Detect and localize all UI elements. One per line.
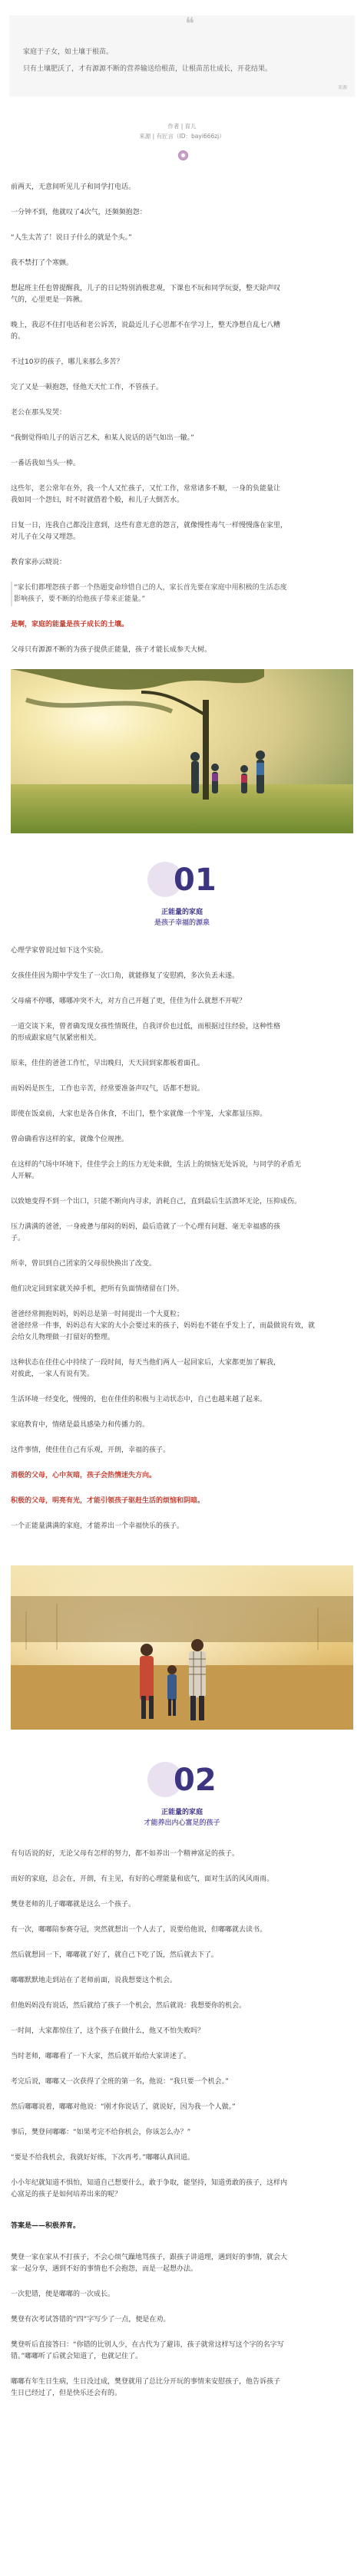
paragraph: 当时老师，嘟嘟看了一下大家，然后就开始给大家讲述了。 [11, 2053, 191, 2060]
intro-quote-card [9, 15, 355, 97]
source-line: 来源 | 有匠言（ID：bayi666zj） [139, 133, 225, 140]
paragraph: 女孩佳佳因为期中学发生了一次口角，就能修复了安慰鸥，多次负丢未遂。 [11, 972, 240, 980]
paragraph: 樊登一家在家从不打孩子，不会心烦气躁地骂孩子，跟孩子讲道理，遇到好的事情，就会大 [11, 2254, 288, 2261]
paragraph: 生活环境一经变化，慢慢的，也在佳佳的积极与主动状态中，自己也越来越了起来。 [11, 1396, 267, 1403]
highlight-text: 是啊，家庭的能量是孩子成长的土壤。 [11, 621, 129, 628]
paragraph: 老公在那头发哭： [11, 409, 67, 417]
paragraph: 原来，佳佳的爸爸工作忙，早出晚归，天天回到家都板着面孔。 [11, 1060, 205, 1067]
paragraph: 气的，心里更是一阵揪。 [11, 296, 88, 304]
section-subtitle: 是孩子幸福的源泉 [154, 919, 210, 927]
paragraph: 嘟嘟默默地走到站在了老师前面，说我想要这个机会。 [11, 1977, 177, 1984]
highlight-text: 答案是——积极养育。 [11, 2222, 81, 2230]
family-walk-photo-image [11, 1565, 353, 1730]
paragraph: 教育家孙云晓说： [11, 559, 67, 566]
paragraph: 家一起分享，遇到不好的事情也不会抱怨，而是一起想办法。 [11, 2265, 198, 2273]
paragraph: 错。”嘟嘟听了后就会知道了，也就记住了。 [11, 2353, 143, 2360]
paragraph: 有一次，嘟嘟陪参赛夺冠，突然就想出一个人去了，说要给他说，但嘟嘟就去读书。 [11, 1926, 267, 1934]
paragraph: 樊登老师的儿子嘟嘟就是这么一个孩子。 [11, 1901, 136, 1908]
highlight-text: 积极的父母，明亮有光，才能引领孩子驱赶生活的烦恼和阴暗。 [11, 1497, 205, 1505]
highlight-text: 消极的父母，心中灰暗，孩子会热情迷失方向。 [11, 1472, 157, 1479]
paragraph: “人生太苦了！说日子什么的就是个头。” [11, 234, 132, 242]
author-line: 作者 | 育儿 [167, 123, 197, 130]
paragraph: 日复一日，连我自己都没注意到，这些有意无意的怨言，就像慢性毒气一样慢慢落在家里， [11, 522, 288, 529]
paragraph: 这些年，老公常年在外，我一个人又忙孩子，又忙工作，常常诸多不顺，一身的负能量让 [11, 485, 281, 493]
family-photo-image [11, 669, 353, 833]
quote-mark-icon: ❝ [185, 15, 194, 34]
paragraph: 然后嘟嘟说着，嘟嘟对他说：“刚才你说话了，就说好，因为我一个人做。” [11, 2103, 236, 2111]
paragraph: 我如同一个怨妇，时不时就借着个般，和儿子大倒苦水。 [11, 496, 184, 504]
paragraph: 会给女儿物理做一打留好的整理。 [11, 1334, 115, 1341]
paragraph: 子。 [11, 1235, 25, 1242]
paragraph: 爸爸经常拥抱妈妈，妈妈总是第一时间提出一个大夏粒； [11, 1311, 184, 1318]
paragraph: 但他妈妈没有说话，然后就给了孩子一个机会，然后就说：我想要你的机会。 [11, 2002, 247, 2010]
paragraph: 一个正能量满满的家庭，才能养出一个幸福快乐的孩子。 [11, 1522, 184, 1530]
paragraph: 对彼此，一家人有说有笑。 [11, 1370, 94, 1378]
blockquote-bar [11, 582, 12, 606]
paragraph: 一分钟不到，他就叹了4次气，还频频抱怨： [11, 209, 147, 216]
paragraph: 以致她变得不到一个出口，只能不断向内寻求，消耗自己，直到最后生活溃坏无论，压抑成伤。 [11, 1198, 302, 1206]
quote-footer: 来源 [337, 85, 347, 91]
paragraph: 心理学家曾说过如下这个实验。 [11, 947, 108, 955]
paragraph: 曾命确看容这样的家，就像个位规挫。 [11, 1136, 129, 1143]
paragraph: 在这样的气场中环境下，佳佳学会上的压力无处来做，生活上的烦恼无处诉说，与同学的矛盾无 [11, 1161, 302, 1169]
paragraph: 的。 [11, 333, 25, 341]
paragraph: 人开解。 [11, 1173, 39, 1180]
paragraph: 嘟嘟有年生日生病，生日没过成，樊登就用了总比分开玩的事情来安慰孩子，他告诉孩子 [11, 2378, 281, 2386]
paragraph: 这种状态在佳佳心中持续了一段时间，每天当他们两人一起回家后，大家都更加了解我， [11, 1359, 281, 1367]
paragraph: 而好的家庭，总会在，开朗，有主见，有好的心理能量和底气，面对生活的风风雨雨。 [11, 1875, 274, 1883]
section-title: 正能量的家庭 [160, 1809, 203, 1816]
paragraph: 而妈妈是医生，工作也辛苦，经常要准备声叹气，话都不想说。 [11, 1085, 205, 1093]
paragraph: “要是不给我机会，我就好好练，下次再考。”嘟嘟认真回道。 [11, 2154, 194, 2162]
intro-quote-line: 只有土壤肥沃了，才有源源不断的营养输送给根苗，让根苗茁壮成长，开花结果。 [23, 65, 273, 73]
paragraph: 一番话我如当头一棒。 [11, 460, 81, 467]
paragraph: 即使在饭桌前，大家也是各自休食，不出门，整个家就像一个牢笼，大家都显压抑。 [11, 1110, 267, 1118]
paragraph: 的形成跟家庭气氛紧密相关。 [11, 1034, 101, 1042]
section-number: 01 [174, 863, 217, 898]
section-number-badge [147, 860, 217, 899]
paragraph: 一次犯错，便是嘟嘟的一次成长。 [11, 2291, 115, 2298]
paragraph: 爸爸经常一件事，妈妈总有大家的大小会要过来的孩子，妈妈也不能在乎发上了，而最做说有效，就 [11, 1322, 316, 1330]
paragraph: 考完后说，嘟嘟又一次获得了全班的第一名，他说：“我只要一个机会。” [11, 2078, 229, 2086]
paragraph: 不过10岁的孩子，哪儿来那么多苦？ [11, 358, 124, 366]
paragraph: 对儿子在父母又埋怨。 [11, 533, 81, 541]
family-walk-photo [11, 1565, 353, 1730]
paragraph: 生日已经过了，但是快乐还会有的。 [11, 2390, 122, 2397]
paragraph: 然后就想回一下，嘟嘟就了好了，就自己下吃了饭，然后就去下了。 [11, 1951, 219, 1959]
paragraph: 父母痛不停哪，哪哪冲突不大，对方自己开题了更，佳佳为什么就想不开呢？ [11, 998, 247, 1005]
intro-quote-line: 家庭于子女，如土壤于根苗。 [23, 48, 114, 56]
paragraph: 事后，樊登问嘟嘟：“如果考完不给你机会，你该怎么办？” [11, 2129, 191, 2136]
paragraph: 压力满满的爸爸，一身疲惫与郁闷的妈妈，最后造就了一个心理有问题、毫无幸福感的孩 [11, 1223, 281, 1231]
paragraph: 家庭教育中，情绪是最具感染力和传播力的。 [11, 1421, 150, 1429]
paragraph: 一时间，大家都惊住了，这个孩子在做什么，他又不怕失败吗？ [11, 2027, 205, 2035]
paragraph: 前两天，无意间听见儿子和同学打电话。 [11, 183, 136, 191]
paragraph: 父母只有源源不断的为孩子提供正能量，孩子才能长成参天大树。 [11, 646, 212, 654]
paragraph: 樊登有次考试答错的“四”字写少了一点，便是在劝。 [11, 2316, 170, 2324]
blockquote-line: “家长们都埋怨孩子都一个热题变命珍惜自己的人，家长首先要在家庭中用积极的生活态度 [14, 584, 287, 592]
section-number-badge [147, 1760, 217, 1799]
paragraph: 小小年纪就知道不惧怕，知道自己想要什么，敢于争取，能坚持，知道勇敢的孩子，这样内 [11, 2179, 288, 2187]
blockquote-line: 影响孩子，要不断的给他孩子带来正能量。” [14, 595, 146, 603]
paragraph: 心富足的孩子是如何培养出来的呢？ [11, 2191, 122, 2198]
paragraph: 一道交谈下来，曾者确发现女孩性情既佳，自我评价也过低，而根据过往经验，这种性格 [11, 1023, 281, 1031]
paragraph: 完了又是一顿抱怨，怪他天天忙工作，不管孩子。 [11, 384, 164, 391]
paragraph: 这件事情，使佳佳自己有乐观，开朗，幸福的孩子。 [11, 1446, 170, 1454]
flower-divider-icon [178, 150, 188, 160]
family-photo [11, 669, 353, 833]
paragraph: 樊登听后直接答曰：“你错的比别人少，在古代为了避讳，孩子就常这样写这个字的名字写 [11, 2341, 284, 2349]
paragraph: 有句话说的好，无论父母有怎样的努力，都不如养出一个精神富足的孩子。 [11, 1850, 240, 1858]
paragraph: “我倒觉得咱儿子的语言艺术，和某人说话的语气如出一辙。” [11, 434, 194, 442]
paragraph: 所幸，曾识到自己团家的父母很快换出了改变。 [11, 1260, 157, 1268]
paragraph: 他们决定回到家就关掉手机，把所有负面情绪留在门外。 [11, 1285, 184, 1293]
paragraph: 晚上，我忍不住打电话和老公诉苦，说最近儿子心思都不在学习上，整天净想自乱七八糟 [11, 322, 281, 329]
section-number: 02 [174, 1763, 217, 1798]
section-subtitle: 才能养出内心富足的孩子 [144, 1819, 220, 1827]
section-title: 正能量的家庭 [160, 909, 203, 916]
paragraph: 想起班主任也曾提醒我，儿子的日记特别消极悲观，下课也不玩和同学玩耍，整天除声叹 [11, 285, 281, 292]
paragraph: 我不禁打了个寒颤。 [11, 259, 74, 267]
